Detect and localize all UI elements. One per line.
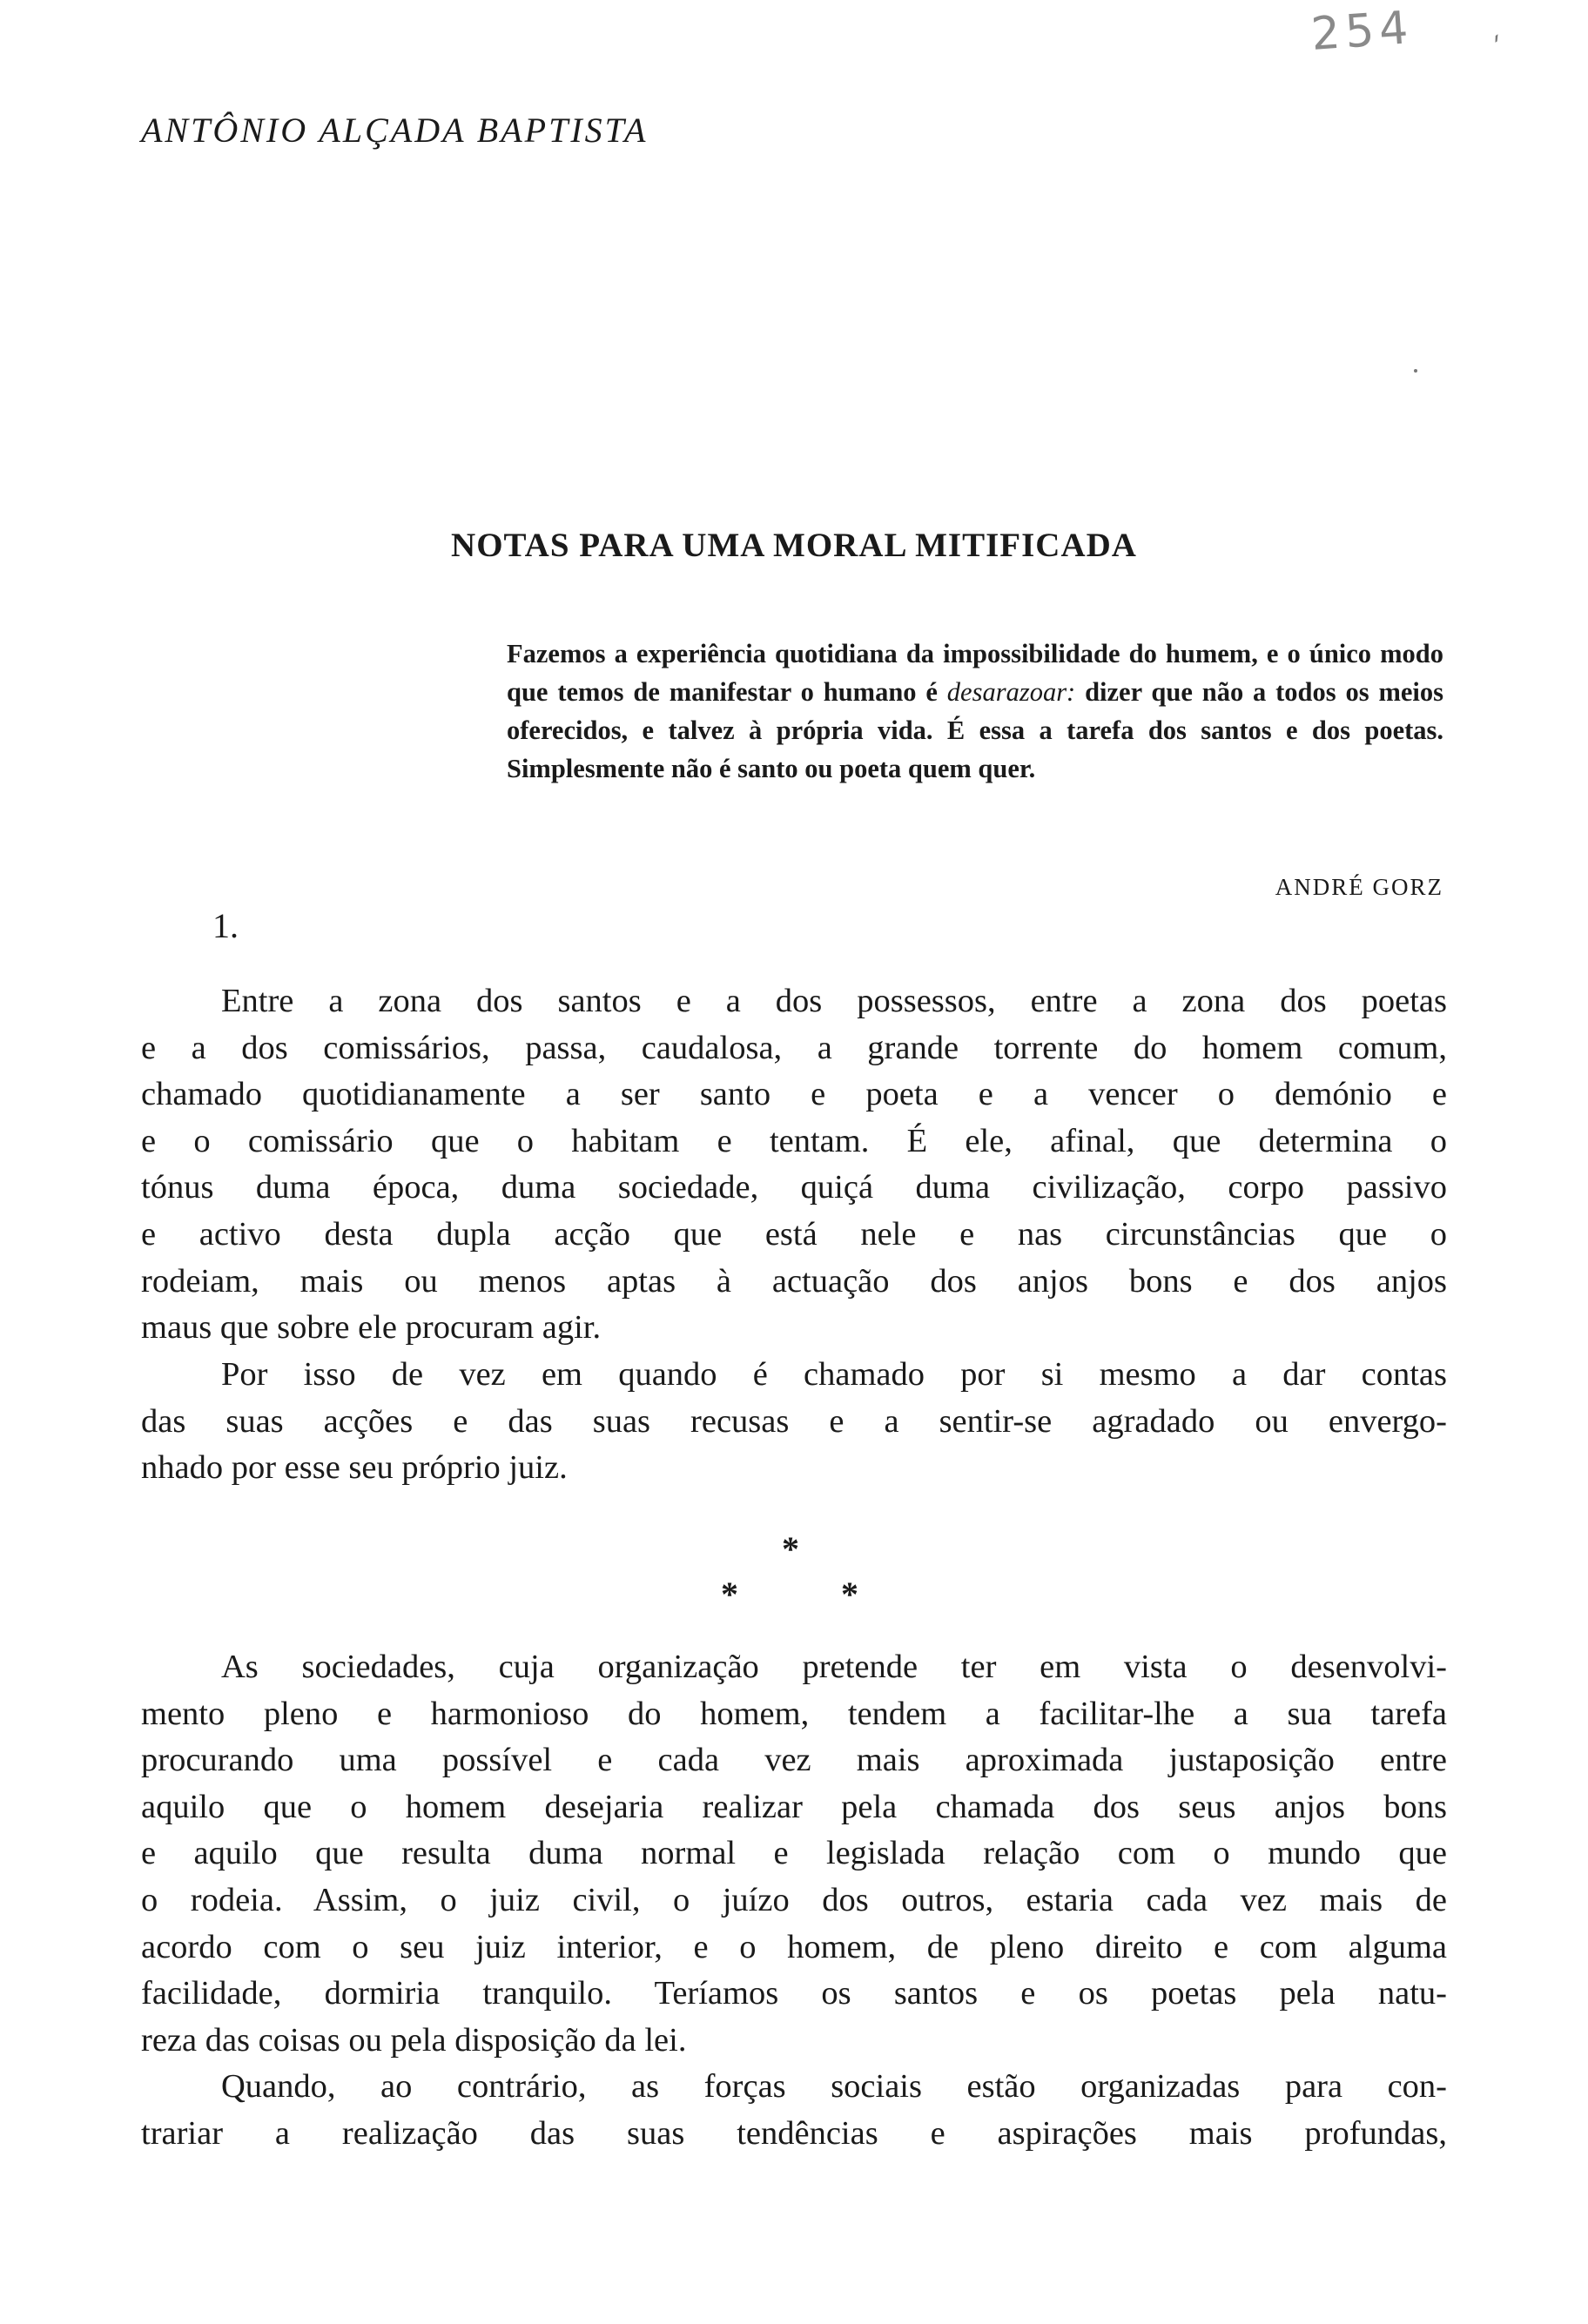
separator-asterisk: * <box>841 1575 858 1614</box>
epigraph-italic-word: desarazoar: <box>946 677 1076 707</box>
paragraph-3 <box>141 1644 1447 2064</box>
epigraph-text: dizer que não a todos os meios oferecidos, e <box>507 677 1443 745</box>
text-line: rodeiam, mais ou menos aptas à actuação dos anjos bons e dos anjos <box>141 1262 1447 1300</box>
text-line: mento pleno e harmonioso do homem, tendem a facilitar-lhe a sua tarefa <box>141 1695 1447 1732</box>
pencil-mark: ˏ <box>1471 9 1504 47</box>
text-line: chamado quotidianamente a ser santo e poeta e a vencer o demónio e <box>141 1076 1447 1113</box>
text-line: acordo com o seu juiz interior, e o homem, de pleno direito e com alguma <box>141 1928 1447 1965</box>
separator-asterisk: * <box>721 1575 738 1614</box>
epigraph-line: do humem, e o único modo que temos de manifestar o humano <box>507 639 1443 707</box>
text-line: facilidade, dormiria tranquilo. Teríamos os santos e os poetas pela natu- <box>141 1975 1447 2012</box>
author-name: ANTÔNIO ALÇADA BAPTISTA <box>141 111 649 150</box>
text-line: e a dos comissários, passa, caudalosa, a grande torrente do homem comum, <box>141 1029 1447 1066</box>
paragraph-4 <box>141 2064 1447 2157</box>
epigraph-line: talvez à própria vida. É essa a tarefa dos santos e dos <box>668 715 1350 745</box>
epigraph <box>507 635 1443 788</box>
handwritten-page-number: 254 <box>1309 1 1416 62</box>
essay-title: NOTAS PARA UMA MORAL MITIFICADA <box>451 527 1137 564</box>
text-line: das suas acções e das suas recusas e a sentir-se agradado ou envergo- <box>141 1402 1447 1440</box>
text-line: As sociedades, cuja organização pretende ter em vista o desenvolvi- <box>221 1649 1447 1685</box>
section-number: 1. <box>212 906 239 945</box>
epigraph-line: poetas. Simplesmente não é santo ou poeta quem quer. <box>507 715 1444 783</box>
text-line: e activo desta dupla acção que está nele e nas circunstâncias que o <box>141 1215 1447 1253</box>
text-line: o rodeia. Assim, o juiz civil, o juízo dos outros, estaria cada vez mais de <box>141 1881 1447 1918</box>
text-line: Entre a zona dos santos e a dos possessos, entre a zona dos poetas <box>221 983 1447 1019</box>
text-line: Quando, ao contrário, as forças sociais estão organizadas para con- <box>221 2068 1447 2105</box>
epigraph-line: Fazemos a experiência quotidiana da impossibilidade <box>507 639 1120 668</box>
epigraph-text: é <box>925 677 947 707</box>
text-line: e aquilo que resulta duma normal e legislada relação com o mundo que <box>141 1835 1447 1872</box>
text-line: e o comissário que o habitam e tentam. É ele, afinal, que determina o <box>141 1122 1447 1159</box>
separator-asterisk: * <box>782 1529 799 1568</box>
text-line: aquilo que o homem desejaria realizar pela chamada dos seus anjos bons <box>141 1788 1447 1825</box>
text-line: maus que sobre ele procuram agir. <box>141 1309 602 1347</box>
epigraph-author: ANDRÉ GORZ <box>1275 874 1443 900</box>
ink-speck <box>1414 369 1417 373</box>
text-line: reza das coisas ou pela disposição da lei. <box>141 2021 687 2059</box>
text-line: Por isso de vez em quando é chamado por si mesmo a dar contas <box>221 1356 1447 1393</box>
paragraph-2 <box>141 1352 1447 1492</box>
text-line: nhado por esse seu próprio juiz. <box>141 1449 568 1487</box>
paragraph-1 <box>141 978 1447 1352</box>
text-line: trariar a realização das suas tendências e aspirações mais profundas, <box>141 2114 1447 2152</box>
text-line: procurando uma possível e cada vez mais aproximada justaposição entre <box>141 1742 1447 1779</box>
text-line: tónus duma época, duma sociedade, quiçá duma civilização, corpo passivo <box>141 1169 1447 1206</box>
